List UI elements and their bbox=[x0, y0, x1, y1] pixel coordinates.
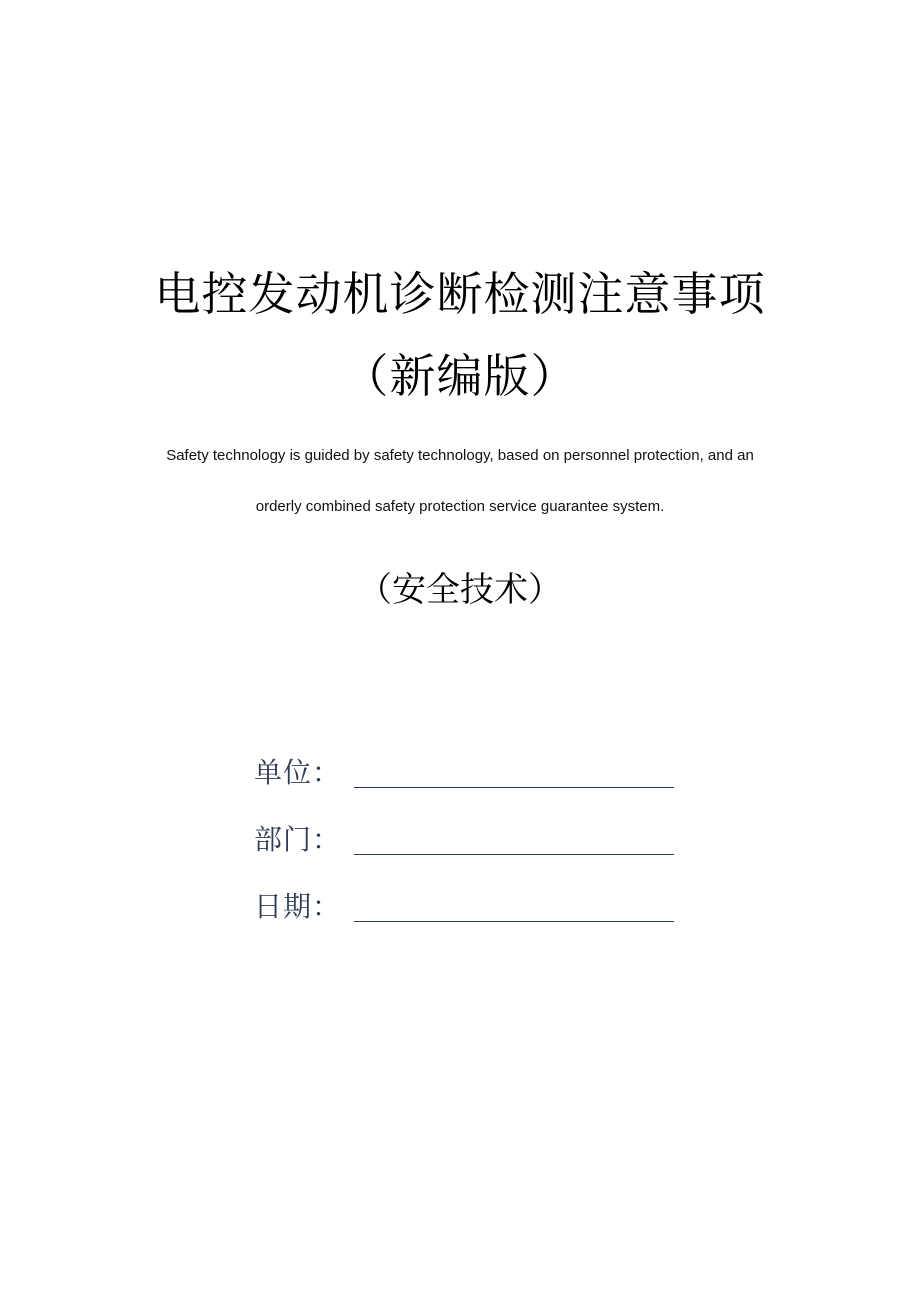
date-field-blank-line bbox=[354, 921, 674, 922]
unit-field-row bbox=[254, 754, 684, 794]
unit-field-blank-line bbox=[354, 787, 674, 788]
department-field-blank-line bbox=[354, 854, 674, 855]
document-subtitle-line-1: Safety technology is guided by safety technology, based on personnel protection, and an bbox=[166, 447, 754, 464]
document-category: （安全技术） bbox=[358, 570, 562, 610]
date-field-label: 日期： bbox=[254, 890, 342, 923]
document-subtitle-line-2: orderly combined safety protection service guarantee system. bbox=[255, 498, 665, 515]
date-field-row bbox=[254, 888, 684, 928]
document-title-line-1: 电控发动机诊断检测注意事项 bbox=[154, 267, 766, 321]
document-title-line-2: （新编版） bbox=[342, 349, 578, 403]
department-field-label: 部门： bbox=[254, 823, 342, 856]
unit-field-label: 单位： bbox=[254, 756, 342, 789]
department-field-row bbox=[254, 821, 684, 861]
